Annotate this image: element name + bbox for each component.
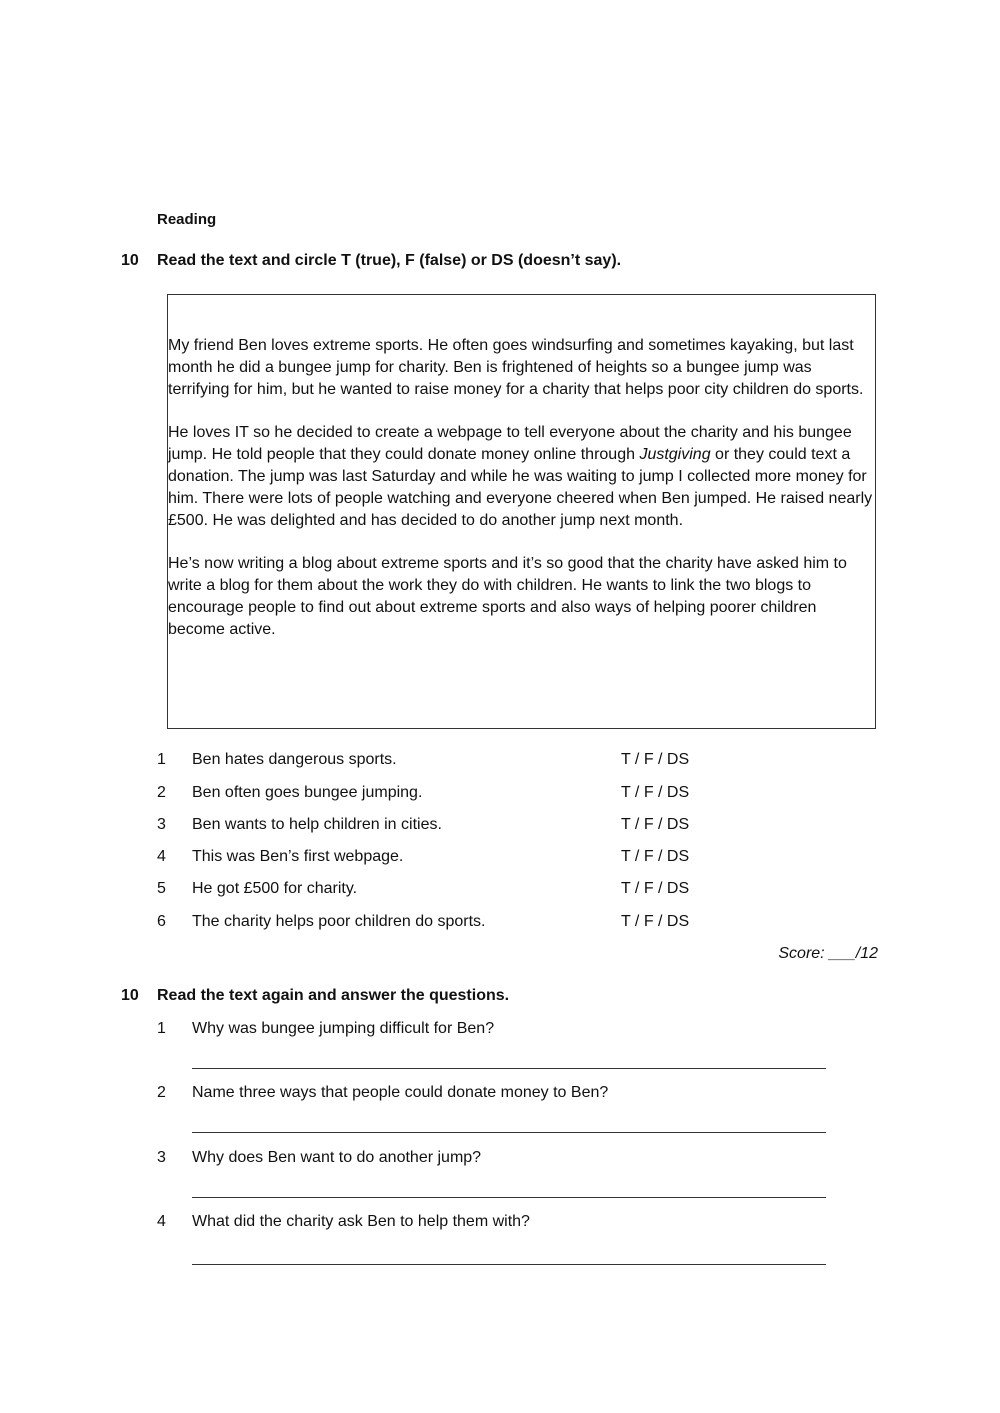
- tf-options[interactable]: T / F / DS: [621, 848, 690, 865]
- exercise-1-instruction: Read the text and circle T (true), F (false) or DS (doesn’t say).: [157, 252, 622, 269]
- tf-question-text: The charity helps poor children do sports.: [192, 913, 486, 930]
- reading-paragraph-2: He loves IT so he decided to create a webpage to tell everyone about the charity and his bungee jump. He told people that they could donate money online through Justgiving or they could text a donation. The jump was last Saturday and while he was waiting to jump I collected more money for him. There were lots of people watching and everyone cheered when Ben jumped. He raised nearly £500. He was delighted and has decided to do another jump next month.: [168, 423, 873, 530]
- open-question-number: 2: [157, 1084, 166, 1101]
- reading-text: [168, 335, 875, 661]
- open-question-text: Name three ways that people could donate money to Ben?: [192, 1084, 609, 1101]
- tf-question-number: 6: [157, 913, 166, 930]
- reading-paragraph-1: My friend Ben loves extreme sports. He often goes windsurfing and sometimes kayaking, but last month he did a bungee jump for charity. Ben is frightened of heights so a bungee jump was terrifying for him, but he wanted to raise money for a charity that helps poor city children do sports.: [168, 337, 864, 399]
- open-question-text: Why does Ben want to do another jump?: [192, 1149, 482, 1166]
- tf-options[interactable]: T / F / DS: [621, 880, 690, 897]
- tf-question-number: 2: [157, 784, 166, 801]
- exercise-2-instruction: Read the text again and answer the questions.: [157, 987, 510, 1004]
- tf-options[interactable]: T / F / DS: [621, 816, 690, 833]
- open-question-number: 1: [157, 1020, 166, 1037]
- tf-question-number: 1: [157, 751, 166, 768]
- open-question-text: What did the charity ask Ben to help them with?: [192, 1213, 530, 1230]
- exercise-1-number: 10: [121, 252, 139, 269]
- tf-question-number: 5: [157, 880, 166, 897]
- justgiving-name: Justgiving: [639, 445, 711, 463]
- tf-question-number: 3: [157, 816, 166, 833]
- tf-options[interactable]: T / F / DS: [621, 784, 690, 801]
- reading-text-box: [167, 294, 876, 729]
- answer-line[interactable]: [192, 1197, 826, 1198]
- answer-line[interactable]: [192, 1132, 826, 1133]
- answer-line[interactable]: [192, 1264, 826, 1265]
- open-question-number: 3: [157, 1149, 166, 1166]
- open-question-number: 4: [157, 1213, 166, 1230]
- tf-question-text: He got £500 for charity.: [192, 880, 358, 897]
- tf-question-text: Ben often goes bungee jumping.: [192, 784, 423, 801]
- tf-options[interactable]: T / F / DS: [621, 913, 690, 930]
- score-label: Score: ___/12: [778, 945, 878, 962]
- open-question-text: Why was bungee jumping difficult for Ben?: [192, 1020, 495, 1037]
- answer-line[interactable]: [192, 1068, 826, 1069]
- tf-question-number: 4: [157, 848, 166, 865]
- tf-question-text: This was Ben’s first webpage.: [192, 848, 404, 865]
- tf-question-text: Ben wants to help children in cities.: [192, 816, 442, 833]
- tf-options[interactable]: T / F / DS: [621, 751, 690, 768]
- exercise-2-number: 10: [121, 987, 139, 1004]
- section-title: Reading: [157, 211, 217, 228]
- tf-question-text: Ben hates dangerous sports.: [192, 751, 397, 768]
- reading-paragraph-3: He’s now writing a blog about extreme sports and it’s so good that the charity have asked him to write a blog for them about the work they do with children. He wants to link the two blogs to encourage people to find out about extreme sports and also ways of helping poorer children become active.: [168, 554, 847, 639]
